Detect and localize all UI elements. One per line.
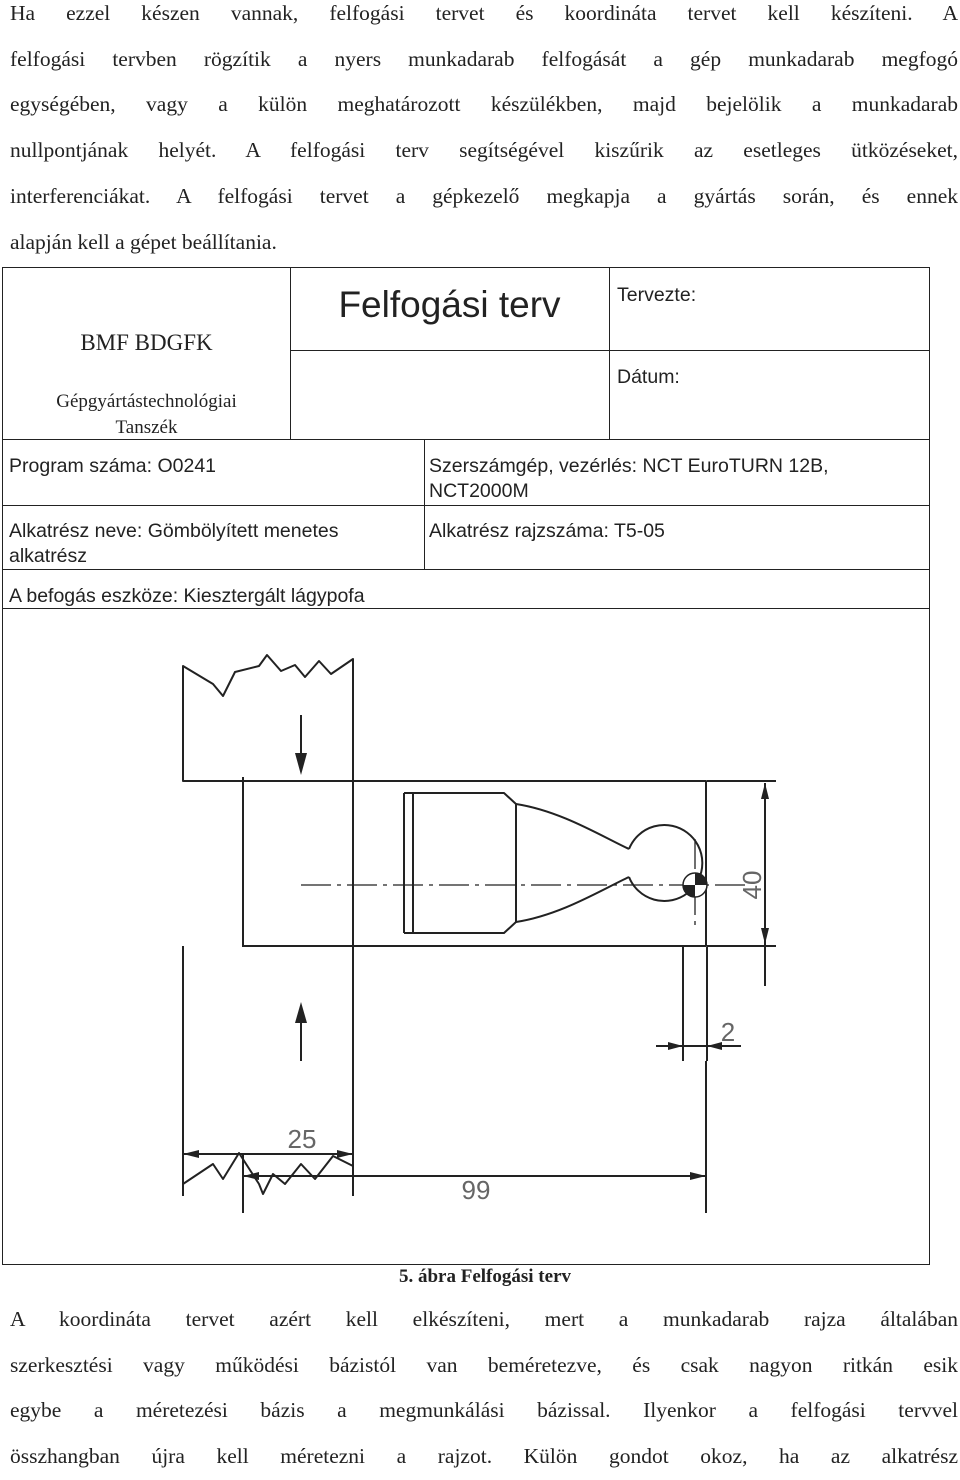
closing-paragraph bbox=[10, 1297, 958, 1480]
paragraph-line: egységében, vagy a külön meghatározott készülékben, majd bejelölik a munkadarab bbox=[10, 92, 958, 117]
paragraph-line: szerkesztési vagy működési bázistól van beméretezve, és csak nagyon ritkán esik bbox=[10, 1352, 958, 1377]
workpiece-zero-point bbox=[683, 873, 707, 897]
plan-title: Felfogási terv bbox=[338, 284, 561, 325]
paragraph-line: összhangban újra kell méretezni a rajzot. Külön gondot okoz, ha az alkatrész bbox=[10, 1444, 958, 1469]
clamping-tool: A befogás eszköze: Kiesztergált lágypofa bbox=[9, 585, 365, 607]
paragraph-line: interferenciákat. A felfogási tervet a gépkezelő megkapja a gyártás során, és ennek bbox=[10, 183, 958, 208]
upper-jaw bbox=[183, 655, 353, 781]
paragraph-line: nullpontjának helyét. A felfogási terv segítségével kiszűrik az esetleges ütközéseket, bbox=[10, 138, 958, 163]
thread-section bbox=[353, 781, 516, 946]
dim-diameter: 40 bbox=[737, 870, 767, 900]
date-label: Dátum: bbox=[617, 366, 680, 388]
dim-total-length: 99 bbox=[461, 1175, 491, 1205]
clamping-drawing bbox=[3, 268, 929, 1264]
department-name: Gépgyártástechnológiai Tanszék bbox=[56, 391, 237, 438]
designed-by-label: Tervezte: bbox=[617, 284, 697, 306]
paragraph-line: egybe a méretezési bázis a megmunkálási bázissal. Ilyenkor a felfogási tervvel bbox=[10, 1398, 958, 1423]
drawing-number: Alkatrész rajzszáma: T5-05 bbox=[429, 520, 665, 542]
neck-profile bbox=[516, 804, 629, 922]
paragraph-line: A koordináta tervet azért kell elkészíteni, mert a munkadarab rajza általában bbox=[10, 1307, 958, 1331]
machine-control: Szerszámgép, vezérlés: NCT EuroTURN 12B, NCT2000M bbox=[429, 455, 829, 502]
workpiece-body bbox=[243, 781, 706, 946]
paragraph-line: alapján kell a gépet beállítania. bbox=[10, 229, 277, 254]
figure-caption: 5. ábra Felfogási terv bbox=[398, 1266, 571, 1287]
institution-name: BMF BDGFK bbox=[80, 330, 213, 355]
clamp-arrow-up bbox=[295, 1002, 307, 1023]
part-name: Alkatrész neve: Gömbölyített menetes alkatrész bbox=[9, 520, 339, 567]
dim-offset: 2 bbox=[720, 1017, 736, 1047]
dim-clamp-length: 25 bbox=[287, 1124, 317, 1154]
program-number: Program száma: O0241 bbox=[9, 455, 217, 477]
paragraph-line: felfogási tervben rögzítik a nyers munkadarab felfogását a gép munkadarab megfogó bbox=[10, 46, 958, 71]
lower-jaw bbox=[183, 946, 353, 1194]
intro-paragraph bbox=[10, 0, 958, 265]
clamping-plan-sheet bbox=[2, 267, 930, 1265]
paragraph-line: Ha ezzel készen vannak, felfogási tervet és koordináta tervet kell készíteni. A bbox=[10, 1, 958, 25]
clamp-arrow-down bbox=[295, 753, 307, 775]
